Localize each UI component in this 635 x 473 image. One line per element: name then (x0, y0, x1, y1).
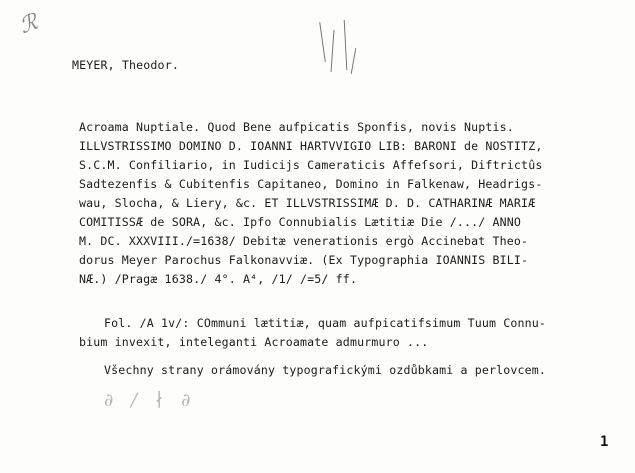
author-heading: MEYER, Theodor. (72, 58, 179, 72)
entry-line-7: M. DC. XXXVIII./=1638/ Debitæ venerationis ergò Accinebat Theo- (79, 234, 529, 248)
description-note: Všechny strany orámovány typografickými ozdůbkami a perlovcem. (104, 363, 547, 377)
entry-line-2: ILLVSTRISSIMO DOMINO D. IOANNI HARTVVIGIO LIB: BARONI de NOSTITZ, (79, 139, 543, 153)
entry-line-8: dorus Meyer Parochus Falkonavviæ. (Ex Typographia IOANNIS BILI- (79, 253, 529, 267)
entry-line-5: wau, Slocha, & Liery, &c. ET ILLVSTRISSIMÆ D. D. CATHARINÆ MARIÆ (79, 196, 536, 210)
folio-line-1: Fol. /A 1v/: COmmuni lætitiæ, quam aufpicatifsimum Tuum Connu- (104, 316, 547, 330)
entry-line-9: NÆ.) /Pragæ 1638./ 4°. A⁴, /1/ /=5/ ff. (79, 272, 358, 286)
folio-line-2: bium invexit, inteleganti Acroamate admurmuro ... (79, 335, 429, 349)
page-number: 1 (600, 434, 609, 450)
entry-line-6: COMITISSÆ de SORA, &c. Ipfo Connubialis Lætitiæ Die /.../ ANNO (79, 215, 522, 229)
entry-line-1: Acroama Nuptiale. Quod Bene aufpicatis Sponfis, novis Nuptis. (79, 120, 514, 134)
entry-line-4: Sadtezenfis & Cubitenfis Capitaneo, Domino in Falkenaw, Headrigs- (79, 177, 543, 191)
pencil-scribble-icon: ∂ ∕ ∤ ∂ (104, 390, 197, 411)
pencil-corner-mark-icon: ℛ (16, 9, 42, 40)
entry-line-3: S.C.M. Confiliario, in Iudicijs Cameraticis Affeſsori, Diftrictûs (79, 158, 543, 172)
